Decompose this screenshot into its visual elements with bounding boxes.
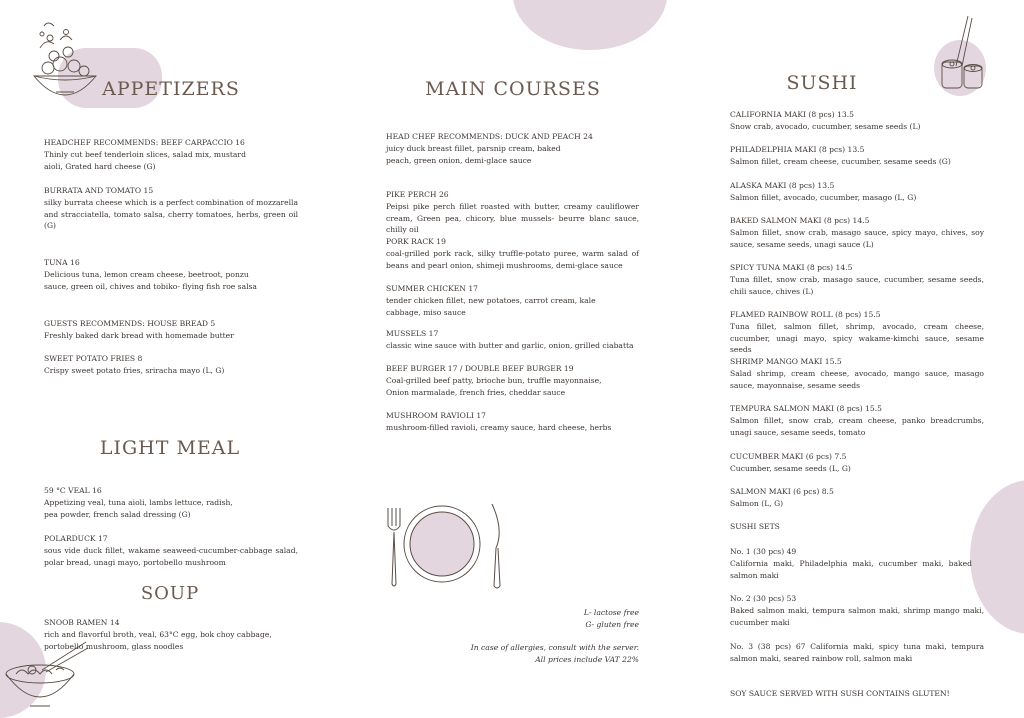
menu-item-name: BURRATA AND TOMATO 15 [44, 186, 154, 195]
menu-item-name: ALASKA MAKI (8 pcs) 13.5 [730, 181, 835, 190]
menu-item-name: 59 °C VEAL 16 [44, 486, 102, 495]
menu-item [730, 403, 984, 438]
menu-item-desc: Appetizing veal, tuna aioli, lambs lettuce, radish, pea powder, french salad dressing (G) [44, 497, 233, 519]
sushi-set-name: No. 3 (38 pcs) 67 [730, 642, 811, 651]
sushi-set-name: No. 2 (30 pcs) 53 [730, 594, 797, 603]
light-meal-heading: LIGHT MEAL [99, 437, 241, 459]
menu-item-name: PORK RACK 19 [386, 237, 446, 246]
sushi-heading: SUSHI [786, 72, 858, 94]
menu-item [730, 356, 984, 391]
vat-note: All prices include VAT 22% [535, 655, 639, 664]
menu-item [44, 485, 298, 520]
lactose-legend: L- lactose free [583, 608, 639, 617]
sushi-chopsticks-icon [934, 16, 994, 100]
menu-item [730, 109, 984, 133]
menu-item-desc: Thinly cut beef tenderloin slices, salad mix, mustard aioli, Grated hard cheese (G) [44, 149, 246, 171]
menu-item-desc: Delicious tuna, lemon cream cheese, beetroot, ponzu sauce, green oil, chives and tobiko- flying fish roe salsa [44, 269, 257, 291]
menu-item-desc: Salmon fillet, snow crab, cream cheese, panko breadcrumbs, unagi sauce, sesame seeds, tomato [730, 415, 984, 437]
menu-item-name: TEMPURA SALMON MAKI (8 pcs) 15.5 [730, 404, 883, 413]
menu-item-desc: Tuna fillet, snow crab, masago sauce, cucumber, sesame seeds, chili sauce, chives (L) [730, 274, 984, 296]
menu-item-desc: Salmon fillet, snow crab, masago sauce, spicy mayo, chives, soy sauce, sesame seeds, unagi sauce (L) [730, 227, 984, 249]
menu-item-name: PHILADELPHIA MAKI (8 pcs) 13.5 [730, 145, 865, 154]
menu-item [386, 410, 639, 434]
menu-item-desc: Crispy sweet potato fries, sriracha mayo (L, G) [44, 365, 225, 375]
sushi-sets-heading: SUSHI SETS [730, 522, 780, 531]
menu-item [44, 533, 298, 568]
decorative-blob-top-center [513, 0, 667, 50]
menu-item-name: PIKE PERCH 26 [386, 190, 449, 199]
menu-item-name: SUMMER CHICKEN 17 [386, 284, 479, 293]
menu-item [44, 137, 298, 172]
sushi-set [730, 546, 972, 581]
menu-item-desc: Freshly baked dark bread with homemade butter [44, 330, 234, 340]
menu-item [730, 309, 984, 356]
menu-item-name: BAKED SALMON MAKI (8 pcs) 14.5 [730, 216, 870, 225]
sushi-set [730, 641, 984, 665]
menu-item-name: SPICY TUNA MAKI (8 pcs) 14.5 [730, 263, 853, 272]
gluten-warning: SOY SAUCE SERVED WITH SUSH CONTAINS GLUTEN! [730, 689, 950, 698]
menu-item-name: POLARDUCK 17 [44, 534, 108, 543]
sushi-set [730, 593, 984, 628]
menu-item-name: SWEET POTATO FRIES 8 [44, 354, 143, 363]
menu-item-desc: Salmon (L, G) [730, 498, 784, 508]
menu-item [730, 451, 984, 475]
menu-item-name: BEEF BURGER 17 / DOUBLE BEEF BURGER 19 [386, 364, 574, 373]
menu-item-desc: Salmon fillet, avocado, cucumber, masago (L, G) [730, 192, 917, 202]
sushi-set-desc: Baked salmon maki, tempura salmon maki, shrimp mango maki, cucumber maki [730, 605, 984, 627]
menu-item [386, 363, 639, 398]
menu-item-desc: tender chicken fillet, new potatoes, carrot cream, kale cabbage, miso sauce [386, 295, 596, 317]
menu-item-desc: Snow crab, avocado, cucumber, sesame seeds (L) [730, 121, 921, 131]
sushi-set-name: No. 1 (30 pcs) 49 [730, 547, 797, 556]
menu-item [730, 215, 984, 250]
appetizers-heading: APPETIZERS [102, 78, 240, 100]
menu-item-desc: silky burrata cheese which is a perfect combination of mozzarella and stracciatella, tomato salsa, cherry tomatoes, herbs, green oil (G) [44, 197, 298, 231]
menu-item [44, 318, 298, 342]
menu-item-name: MUSHROOM RAVIOLI 17 [386, 411, 487, 420]
menu-item-name: SHRIMP MANGO MAKI 15.5 [730, 357, 842, 366]
menu-item-desc: Cucumber, sesame seeds (L, G) [730, 463, 851, 473]
menu-item-desc: Coal-grilled beef patty, brioche bun, truffle mayonnaise, Onion marmalade, french fries, cheddar sauce [386, 375, 602, 397]
menu-item [386, 131, 640, 166]
menu-item [730, 486, 984, 510]
plate-cutlery-icon [380, 500, 510, 592]
sushi-set-desc: California maki, Philadelphia maki, cucumber maki, baked salmon maki [730, 558, 972, 580]
menu-item-name: CUCUMBER MAKI (6 pcs) 7.5 [730, 452, 847, 461]
menu-item-name: SALMON MAKI (6 pcs) 8.5 [730, 487, 834, 496]
menu-item-desc: Salad shrimp, cream cheese, avocado, mango sauce, masago sauce, mayonnaise, sesame seeds [730, 368, 984, 390]
menu-item-desc: classic wine sauce with butter and garlic, onion, grilled ciabatta [386, 340, 634, 350]
menu-item-name: SNOOB RAMEN 14 [44, 618, 120, 627]
menu-item-name: MUSSELS 17 [386, 329, 439, 338]
allergy-note: In case of allergies, consult with the server. [470, 643, 639, 652]
sushi-set-desc: California maki, spicy tuna maki, tempura salmon maki, seared rainbow roll, salmon maki [730, 642, 984, 663]
menu-item [386, 283, 639, 318]
menu-item [386, 236, 639, 271]
menu-item-desc: rich and flavorful broth, veal, 63°C egg, bok choy cabbage, portobello mushroom, glass noodles [44, 629, 272, 651]
menu-item-desc: coal-grilled pork rack, silky truffle-potato puree, warm salad of beans and pearl onion, shimeji mushrooms, demi-glace sauce [386, 248, 639, 270]
menu-item [730, 262, 984, 297]
soup-heading: SOUP [140, 583, 200, 604]
menu-item [730, 180, 984, 204]
menu-item-name: HEAD CHEF RECOMMENDS: DUCK AND PEACH 24 [386, 132, 593, 141]
menu-item-desc: Peipsi pike perch fillet roasted with butter, creamy cauliflower cream, Green pea, chicory, blue mussels- beurre blanc sauce, chilly oil [386, 201, 639, 235]
menu-item-desc: juicy duck breast fillet, parsnip cream, baked peach, green onion, demi-glace sauce [386, 143, 561, 165]
menu-item-name: FLAMED RAINBOW ROLL (8 pcs) 15.5 [730, 310, 881, 319]
menu-item-desc: mushroom-filled ravioli, creamy sauce, hard cheese, herbs [386, 422, 612, 432]
menu-item [44, 617, 300, 652]
menu-item [730, 144, 984, 168]
menu-item-name: TUNA 16 [44, 258, 80, 267]
menu-item-name: GUESTS RECOMMENDS: HOUSE BREAD 5 [44, 319, 216, 328]
menu-item-desc: Salmon fillet, cream cheese, cucumber, sesame seeds (G) [730, 156, 951, 166]
menu-item [386, 189, 639, 236]
menu-item-desc: Tuna fillet, salmon fillet, shrimp, avocado, cream cheese, cucumber, unagi mayo, spicy wakame-kimchi sauce, sesame seeds [730, 321, 984, 355]
main-courses-heading: MAIN COURSES [425, 78, 601, 100]
menu-item [44, 353, 298, 377]
gluten-legend: G- gluten free [585, 620, 639, 629]
menu-item [44, 185, 298, 232]
menu-item-desc: sous vide duck fillet, wakame seaweed-cucumber-cabbage salad, polar bread, unagi mayo, portobello mushroom [44, 545, 298, 567]
menu-item-name: HEADCHEF RECOMMENDS: BEEF CARPACCIO 16 [44, 138, 245, 147]
menu-item [386, 328, 639, 352]
menu-item-name: CALIFORNIA MAKI (8 pcs) 13.5 [730, 110, 854, 119]
menu-item [44, 257, 298, 292]
